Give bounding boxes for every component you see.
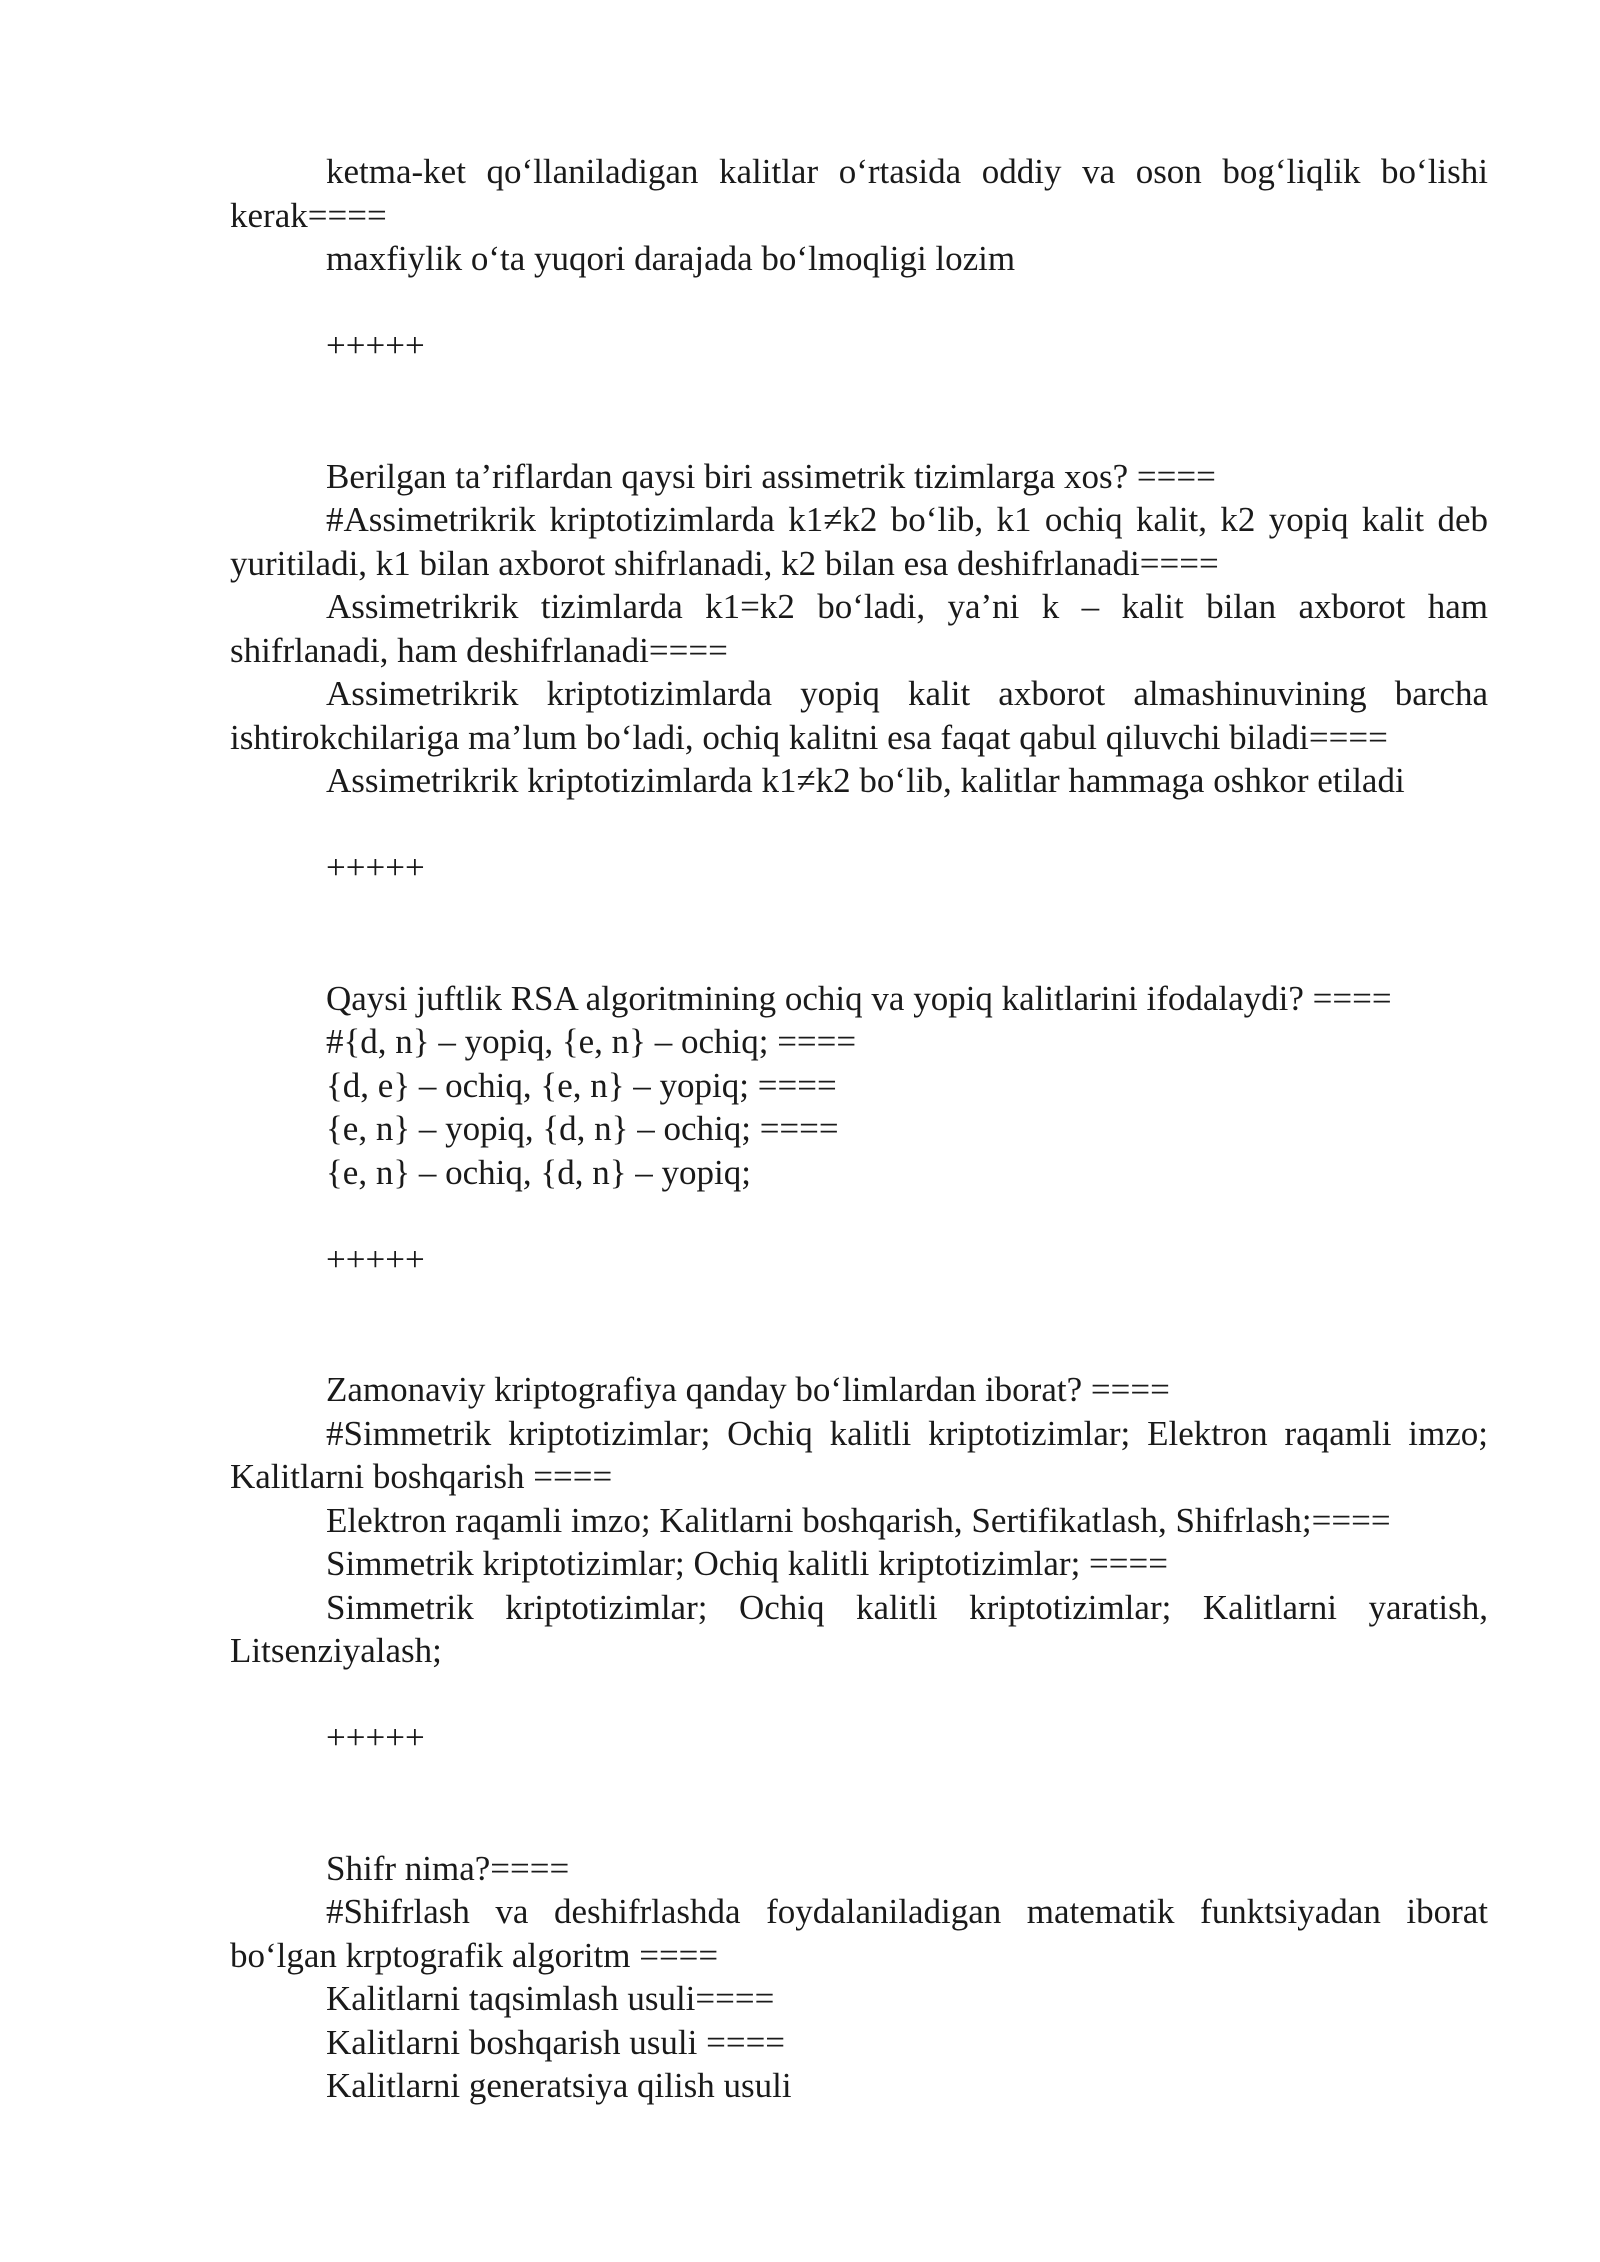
- spacer: [230, 1194, 1488, 1238]
- document-paragraph: ketma-ket qo‘llaniladigan kalitlar o‘rtasida oddiy va oson bog‘liqlik bo‘lishi kerak====: [230, 152, 1488, 235]
- document-paragraph: Shifr nima?====: [326, 1848, 570, 1888]
- document-paragraph: Kalitlarni boshqarish usuli ====: [326, 2022, 786, 2062]
- document-paragraph: #{d, n} – yopiq, {e, n} – ochiq; ====: [326, 1022, 857, 1061]
- document-paragraph: Elektron raqamli imzo; Kalitlarni boshqarish, Sertifikatlash, Shifrlash;====: [326, 1500, 1391, 1540]
- document-paragraph: Qaysi juftlik RSA algoritmining ochiq va yopiq kalitlarini ifodalaydi? ====: [326, 978, 1392, 1018]
- document-paragraph: Assimetrikrik kriptotizimlarda k1≠k2 bo‘lib, kalitlar hammaga oshkor etiladi: [326, 761, 1405, 800]
- spacer: [230, 890, 1488, 977]
- document-paragraph: Simmetrik kriptotizimlar; Ochiq kalitli kriptotizimlar; Kalitlarni yaratish, Litsenziyalash;: [230, 1587, 1488, 1670]
- document-paragraph: {e, n} – ochiq, {d, n} – yopiq;: [326, 1152, 751, 1192]
- document-paragraph: #Simmetrik kriptotizimlar; Ochiq kalitli kriptotizimlar; Elektron raqamli imzo; Kalitlarni boshqarish ====: [230, 1413, 1488, 1496]
- document-paragraph: Berilgan ta’riflardan qaysi biri assimetrik tizimlarga xos? ====: [326, 456, 1216, 496]
- spacer: [230, 368, 1488, 455]
- spacer: [230, 1673, 1488, 1717]
- document-paragraph: {d, e} – ochiq, {e, n} – yopiq; ====: [326, 1065, 837, 1105]
- spacer: [230, 281, 1488, 325]
- document-paragraph: Assimetrikrik kriptotizimlarda yopiq kalit axborot almashinuvining barcha ishtirokchilariga ma’lum bo‘ladi, ochiq kalitni esa faqat qabul qiluvchi biladi====: [230, 674, 1488, 757]
- document-paragraph: Assimetrikrik tizimlarda k1=k2 bo‘ladi, ya’ni k – kalit bilan axborot ham shifrlanadi, ham deshifrlanadi====: [230, 587, 1488, 670]
- spacer: [230, 803, 1488, 847]
- document-paragraph: Zamonaviy kriptografiya qanday bo‘limlardan iborat? ====: [326, 1370, 1170, 1409]
- spacer: [230, 1281, 1488, 1368]
- document-paragraph: Kalitlarni taqsimlash usuli====: [326, 1979, 775, 2018]
- question-separator: +++++: [326, 1239, 425, 1279]
- question-separator: +++++: [326, 848, 425, 887]
- document-paragraph: #Assimetrikrik kriptotizimlarda k1≠k2 bo‘lib, k1 ochiq kalit, k2 yopiq kalit deb yuritiladi, k1 bilan axborot shifrlanadi, k2 bilan esa deshifrlanadi====: [230, 500, 1488, 583]
- document-paragraph: #Shifrlash va deshifrlashda foydalaniladigan matematik funktsiyadan iborat bo‘lgan krptografik algoritm ====: [230, 1892, 1488, 1975]
- question-separator: +++++: [326, 1718, 425, 1757]
- document-paragraph: Simmetrik kriptotizimlar; Ochiq kalitli kriptotizimlar; ====: [326, 1544, 1169, 1583]
- document-paragraph: Kalitlarni generatsiya qilish usuli: [326, 2066, 792, 2105]
- document-paragraph: {e, n} – yopiq, {d, n} – ochiq; ====: [326, 1109, 839, 1148]
- question-separator: +++++: [326, 326, 425, 365]
- spacer: [230, 1760, 1488, 1847]
- document-paragraph: maxfiylik o‘ta yuqori darajada bo‘lmoqligi lozim: [326, 239, 1016, 278]
